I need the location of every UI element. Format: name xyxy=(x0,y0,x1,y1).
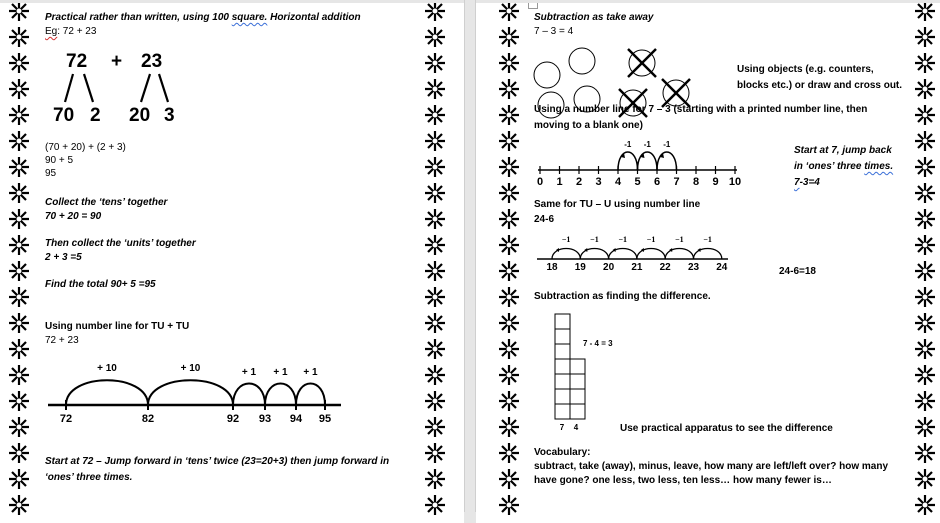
bar-cell-short xyxy=(570,404,585,419)
number-line-value: 82 xyxy=(141,413,155,425)
numberline-intro: moving to a blank one) xyxy=(534,120,643,131)
jump-label: + 1 xyxy=(273,367,288,378)
jump-label: -1 xyxy=(643,140,651,149)
number-line-value: 93 xyxy=(258,413,272,425)
bar-cell-tall xyxy=(555,389,570,404)
jump-label: + 1 xyxy=(241,367,257,378)
start-note-text: -3=4 xyxy=(799,177,820,188)
intro-text: Practical rather than written, using 100 xyxy=(45,12,232,23)
bar-cell-short xyxy=(570,389,585,404)
step-line: (70 + 20) + (2 + 3) xyxy=(45,142,126,153)
spellcheck-word[interactable]: times. xyxy=(864,161,894,172)
collect-units-heading: Then collect the ‘units’ together xyxy=(45,238,196,249)
number-line-value: 72 xyxy=(59,413,73,425)
jump-arc xyxy=(233,384,265,405)
number-line-value: 20 xyxy=(603,262,615,273)
number-line-value: 94 xyxy=(289,413,303,425)
tu-heading: Same for TU – U using number line xyxy=(534,199,701,210)
collect-tens-sum: 70 + 20 = 90 xyxy=(45,211,102,222)
tu-result: 24-6=18 xyxy=(779,266,816,277)
bar-cell-tall xyxy=(555,314,570,329)
bar-label-tall: 7 xyxy=(559,423,565,432)
number-line-value: 1 xyxy=(556,176,563,188)
partition-part: 20 xyxy=(129,105,151,126)
number-line-value: 19 xyxy=(574,262,586,273)
numberline-intro: Using a number line for 7 – 3 (starting with a printed number line, then xyxy=(534,104,868,115)
spellcheck-word[interactable]: Eg xyxy=(45,26,58,37)
number-line-value: 8 xyxy=(692,176,700,188)
collect-tens-heading: Collect the ‘tens’ together xyxy=(45,197,168,208)
partition-part: 70 xyxy=(53,105,75,126)
number-line-value: 4 xyxy=(614,176,622,188)
number-line-value: 22 xyxy=(659,262,671,273)
number-line-value: 18 xyxy=(546,262,558,273)
jump-arc xyxy=(66,380,148,405)
bar-cell-tall xyxy=(555,404,570,419)
takeaway-heading: Subtraction as take away xyxy=(534,12,654,23)
partition-part: 3 xyxy=(164,105,175,126)
jump-label: −1 xyxy=(675,235,684,244)
number-line-value: 23 xyxy=(687,262,700,273)
document-page-left xyxy=(0,3,464,523)
number-line-value: 92 xyxy=(226,413,240,425)
difference-heading: Subtraction as finding the difference. xyxy=(534,291,711,302)
vocabulary-text: subtract, take (away), minus, leave, how many are left/left over? how many xyxy=(534,461,888,472)
jump-label: -1 xyxy=(624,140,632,149)
number-line-value: 24 xyxy=(716,262,728,273)
bar-cell-short xyxy=(570,374,585,389)
jump-label: −1 xyxy=(561,235,571,244)
bar-cell-tall xyxy=(555,329,570,344)
jump-arc xyxy=(265,384,296,405)
collect-units-sum: 2 + 3 =5 xyxy=(45,252,82,263)
bar-cell-tall xyxy=(555,344,570,359)
addition-number-line xyxy=(0,3,464,515)
takeaway-equation: 7 – 3 = 4 xyxy=(534,26,574,37)
number-line-value: 0 xyxy=(536,176,544,188)
partition-part: 2 xyxy=(90,105,101,126)
bar-model-diagram xyxy=(476,3,940,515)
numberline-example: 72 + 23 xyxy=(45,335,79,346)
numberline-heading: Using number line for TU + TU xyxy=(45,321,190,332)
bar-model-equation: 7 - 4 = 3 xyxy=(583,339,613,348)
number-line-value: 7 xyxy=(673,176,680,188)
spellcheck-word[interactable]: 7 xyxy=(794,177,800,188)
total-line: Find the total 90+ 5 =95 xyxy=(45,279,156,290)
number-line-value: 10 xyxy=(728,176,742,188)
bar-cell-tall xyxy=(555,359,570,374)
jump-label: + 1 xyxy=(303,367,318,378)
explanation-line: ‘ones’ three times. xyxy=(45,472,133,483)
spellcheck-word[interactable]: square. xyxy=(231,12,268,23)
objects-note: Using objects (e.g. counters, xyxy=(737,64,874,75)
jump-label: -1 xyxy=(663,140,671,149)
jump-label: −1 xyxy=(618,235,628,244)
document-page-right xyxy=(476,3,940,523)
jump-arc xyxy=(148,380,233,405)
number-line-value: 3 xyxy=(595,176,602,188)
vocabulary-heading: Vocabulary: xyxy=(534,447,591,458)
explanation-line: Start at 72 – Jump forward in ‘tens’ twice (23=20+3) then jump forward in xyxy=(45,456,390,467)
objects-note: blocks etc.) or draw and cross out. xyxy=(737,80,903,91)
intro-text-end: Horizontal addition xyxy=(267,12,361,23)
start-note-text: in ‘ones’ three xyxy=(794,161,865,172)
jump-label: + 10 xyxy=(180,363,201,374)
start-note: Start at 7, jump back xyxy=(794,145,892,156)
partition-plus: + xyxy=(111,51,123,72)
partition-top-right: 23 xyxy=(141,51,163,72)
vocabulary-text: have gone? one less, two less, ten less… how many fewer is… xyxy=(534,475,832,486)
number-line-value: 9 xyxy=(712,176,719,188)
bar-cell-tall xyxy=(555,374,570,389)
number-line-value: 2 xyxy=(575,176,583,188)
jump-arc xyxy=(296,384,325,405)
jump-label: −1 xyxy=(703,235,712,244)
jump-label: −1 xyxy=(590,235,599,244)
step-line: 90 + 5 xyxy=(45,155,74,166)
partition-top-left: 72 xyxy=(66,51,88,72)
page-gap-divider xyxy=(464,0,465,512)
number-line-value: 21 xyxy=(631,262,643,273)
example-text: : 72 + 23 xyxy=(57,26,97,37)
bar-label-short: 4 xyxy=(573,423,579,432)
jump-label: + 10 xyxy=(97,363,117,374)
number-line-value: 5 xyxy=(634,176,641,188)
step-line: 95 xyxy=(45,168,57,179)
tu-example: 24-6 xyxy=(534,214,555,225)
number-line-value: 6 xyxy=(653,176,661,188)
apparatus-note: Use practical apparatus to see the difference xyxy=(620,423,833,434)
jump-label: −1 xyxy=(646,235,656,244)
bar-cell-short xyxy=(570,359,585,374)
number-line-value: 95 xyxy=(318,413,332,425)
